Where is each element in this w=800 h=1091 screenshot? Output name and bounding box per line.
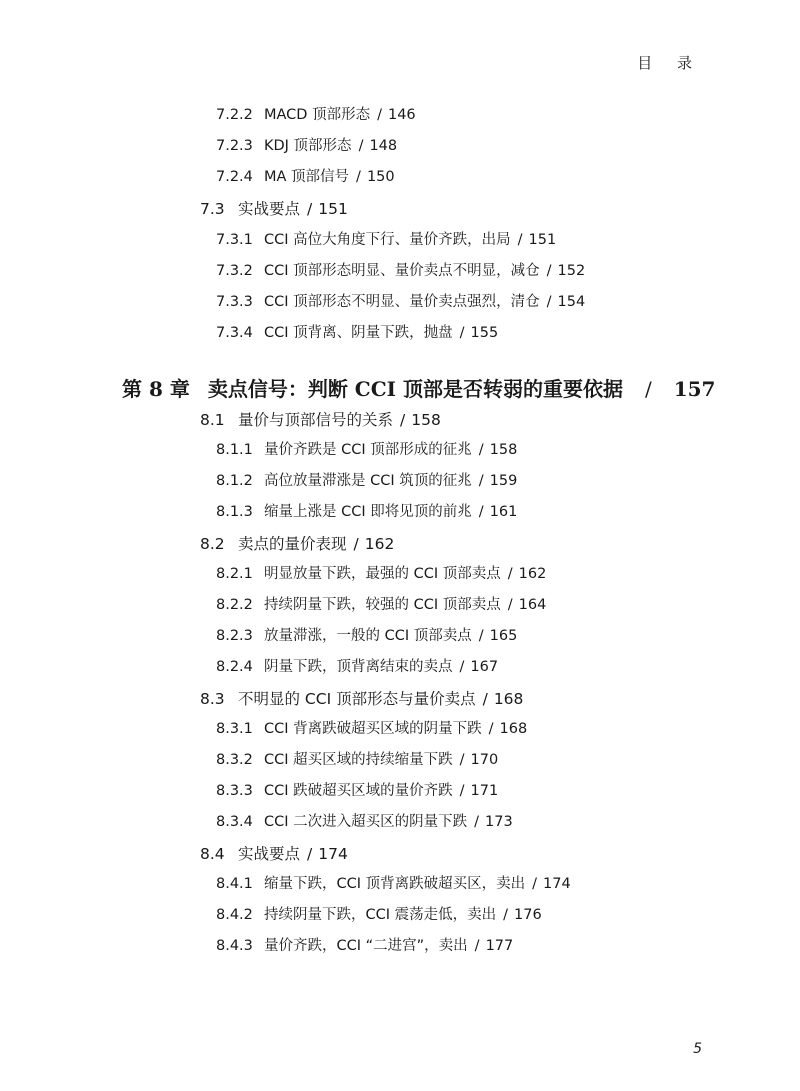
toc-section-page: 158 — [411, 411, 441, 429]
toc-entry-title: 量价齐跌，CCI “二进宫”，卖出 — [264, 938, 468, 954]
toc-entry-page: 154 — [557, 294, 586, 310]
chapter-number: 第 8 章 — [122, 377, 190, 401]
toc-section-number: 8.1 — [200, 411, 225, 429]
toc-separator: / — [478, 442, 484, 458]
toc-section-number: 8.4 — [200, 845, 225, 863]
toc-entry-number: 7.3.1 — [216, 232, 253, 248]
toc-entry-title: MACD 顶部形态 — [264, 107, 371, 123]
toc-entry-title: 高位放量滞涨是 CCI 筑顶的征兆 — [264, 473, 472, 489]
toc-separator: / — [546, 294, 552, 310]
toc-entry-page: 171 — [470, 783, 499, 799]
toc-entry-title: 缩量上涨是 CCI 即将见顶的前兆 — [264, 504, 472, 520]
toc-entry-page: 155 — [470, 325, 499, 341]
toc-entry[interactable] — [216, 627, 517, 645]
toc-entry-number: 8.4.2 — [216, 907, 253, 923]
toc-separator: / — [532, 876, 538, 892]
toc-separator: / — [517, 232, 523, 248]
toc-entry-number: 8.3.4 — [216, 814, 253, 830]
toc-entry-number: 8.2.3 — [216, 628, 253, 644]
toc-separator: / — [507, 597, 513, 613]
toc-entry-page: 176 — [514, 907, 542, 923]
toc-separator: / — [478, 628, 484, 644]
toc-section-number: 7.3 — [200, 200, 225, 218]
toc-entry-page: 152 — [557, 263, 586, 279]
toc-entry[interactable] — [216, 751, 498, 769]
toc-entry[interactable] — [216, 441, 517, 459]
toc-entry-number: 7.2.2 — [216, 107, 253, 123]
toc-entry-number: 8.3.2 — [216, 752, 253, 768]
toc-entry[interactable] — [216, 106, 416, 124]
toc-entry-title: 持续阴量下跌，CCI 震荡走低，卖出 — [264, 907, 497, 923]
toc-entry-number: 7.3.4 — [216, 325, 253, 341]
toc-entry-page: 168 — [499, 721, 528, 737]
toc-entry-number: 8.1.1 — [216, 442, 253, 458]
toc-separator: / — [353, 535, 359, 553]
header-title: 目 录 — [637, 54, 702, 72]
toc-separator: / — [503, 907, 509, 923]
toc-separator: / — [459, 325, 465, 341]
toc-entry-page: 150 — [366, 169, 395, 185]
toc-entry[interactable] — [216, 324, 498, 342]
toc-entry-number: 7.3.3 — [216, 294, 253, 310]
toc-section-title: 卖点的量价表现 — [238, 535, 347, 553]
toc-entry-title: CCI 二次进入超买区的阴量下跌 — [264, 814, 468, 830]
toc-entry[interactable] — [216, 231, 556, 249]
toc-section-number: 8.3 — [200, 690, 225, 708]
toc-entry-page: 173 — [485, 814, 513, 830]
toc-separator: / — [507, 566, 513, 582]
toc-separator: / — [474, 938, 480, 954]
toc-entry[interactable] — [216, 565, 546, 583]
toc-separator: / — [488, 721, 494, 737]
toc-entry-page: 148 — [369, 138, 398, 154]
toc-entry-number: 8.4.1 — [216, 876, 253, 892]
toc-entry-number: 8.2.1 — [216, 566, 253, 582]
toc-separator: / — [377, 107, 382, 123]
toc-entry-title: CCI 跌破超买区域的量价齐跌 — [264, 783, 453, 799]
toc-separator: / — [482, 690, 488, 708]
toc-entry[interactable] — [216, 782, 498, 800]
chapter-title: 卖点信号：判断 CCI 顶部是否转弱的重要依据 — [207, 377, 623, 401]
toc-entry-title: 量价齐跌是 CCI 顶部形成的征兆 — [264, 442, 472, 458]
toc-entry-number: 8.4.3 — [216, 938, 253, 954]
toc-section-page: 174 — [318, 845, 348, 863]
toc-entry-page: 164 — [518, 597, 547, 613]
toc-entry-title: 放量滞涨，一般的 CCI 顶部卖点 — [264, 628, 472, 644]
toc-entry-title: 明显放量下跌，最强的 CCI 顶部卖点 — [264, 566, 501, 582]
toc-entry-title: CCI 顶部形态不明显、量价卖点强烈，清仓 — [264, 294, 540, 310]
toc-entry[interactable] — [216, 906, 542, 924]
toc-separator: / — [356, 169, 361, 185]
toc-entry-number: 8.2.2 — [216, 597, 253, 613]
toc-section-title: 不明显的 CCI 顶部形态与量价卖点 — [238, 690, 476, 708]
toc-entry-page: 158 — [489, 442, 518, 458]
toc-entry-title: 缩量下跌，CCI 顶背离跌破超买区，卖出 — [264, 876, 526, 892]
toc-section[interactable] — [200, 690, 523, 708]
toc-entry-number: 8.2.4 — [216, 659, 253, 675]
toc-entry-number: 7.3.2 — [216, 263, 253, 279]
toc-section[interactable] — [200, 411, 441, 429]
toc-separator: / — [307, 200, 313, 218]
toc-section-page: 162 — [364, 535, 395, 553]
toc-entry-page: 165 — [489, 628, 518, 644]
toc-entry-page: 170 — [470, 752, 499, 768]
toc-entry[interactable] — [216, 720, 527, 738]
toc-separator: / — [400, 411, 406, 429]
toc-entry[interactable] — [216, 137, 397, 155]
toc-entry-page: 146 — [387, 107, 416, 123]
toc-section-title: 量价与顶部信号的关系 — [238, 411, 394, 429]
toc-entry-number: 8.3.3 — [216, 783, 253, 799]
toc-section-page: 168 — [493, 690, 524, 708]
toc-section-page: 151 — [318, 200, 348, 218]
toc-entry[interactable] — [216, 168, 395, 186]
toc-separator: / — [358, 138, 364, 154]
toc-entry-title: CCI 顶背离、阴量下跌，抛盘 — [264, 325, 453, 341]
toc-entry-number: 8.3.1 — [216, 721, 253, 737]
toc-section-number: 8.2 — [200, 535, 225, 553]
toc-separator: / — [478, 504, 484, 520]
toc-entry-page: 162 — [518, 566, 547, 582]
toc-entry-page: 151 — [528, 232, 557, 248]
toc-entry-title: MA 顶部信号 — [264, 169, 350, 185]
toc-entry-page: 174 — [543, 876, 571, 892]
toc-separator: / — [644, 377, 652, 401]
toc-entry-title: CCI 超买区域的持续缩量下跌 — [264, 752, 453, 768]
toc-separator: / — [459, 752, 465, 768]
toc-entry[interactable] — [216, 658, 498, 676]
toc-entry-page: 161 — [489, 504, 518, 520]
toc-entry-number: 7.2.3 — [216, 138, 253, 154]
toc-entry[interactable] — [216, 596, 546, 614]
toc-entry-number: 8.1.2 — [216, 473, 253, 489]
toc-entry-page: 167 — [470, 659, 499, 675]
toc-entry[interactable] — [216, 937, 513, 955]
toc-entry-title: 阴量下跌，顶背离结束的卖点 — [264, 659, 453, 675]
toc-separator: / — [474, 814, 480, 830]
toc-section-title: 实战要点 — [238, 200, 301, 218]
chapter-page: 157 — [673, 377, 716, 401]
toc-section-title: 实战要点 — [238, 845, 301, 863]
toc-entry[interactable] — [216, 503, 517, 521]
page-number: 5 — [693, 1041, 702, 1057]
toc-entry[interactable] — [216, 875, 571, 893]
toc-section[interactable] — [200, 535, 394, 553]
toc-separator: / — [459, 659, 465, 675]
toc-entry[interactable] — [216, 262, 585, 280]
toc-separator: / — [459, 783, 465, 799]
toc-chapter[interactable] — [122, 376, 715, 402]
toc-entry-number: 8.1.3 — [216, 504, 253, 520]
toc-separator: / — [546, 263, 552, 279]
toc-entry[interactable] — [216, 472, 517, 490]
toc-entry-page: 177 — [485, 938, 514, 954]
toc-entry[interactable] — [216, 813, 513, 831]
toc-entry-number: 7.2.4 — [216, 169, 253, 185]
toc-entry-title: CCI 高位大角度下行、量价齐跌，出局 — [264, 232, 511, 248]
toc-separator: / — [478, 473, 484, 489]
toc-section[interactable] — [200, 845, 348, 863]
toc-entry-title: KDJ 顶部形态 — [264, 138, 352, 154]
toc-entry-title: 持续阴量下跌，较强的 CCI 顶部卖点 — [264, 597, 501, 613]
toc-separator: / — [307, 845, 313, 863]
toc-entry-title: CCI 背离跌破超买区域的阴量下跌 — [264, 721, 482, 737]
toc-entry[interactable] — [216, 293, 585, 311]
toc-entry-page: 159 — [489, 473, 518, 489]
toc-entry-title: CCI 顶部形态明显、量价卖点不明显，减仓 — [264, 263, 540, 279]
toc-section[interactable] — [200, 200, 348, 218]
